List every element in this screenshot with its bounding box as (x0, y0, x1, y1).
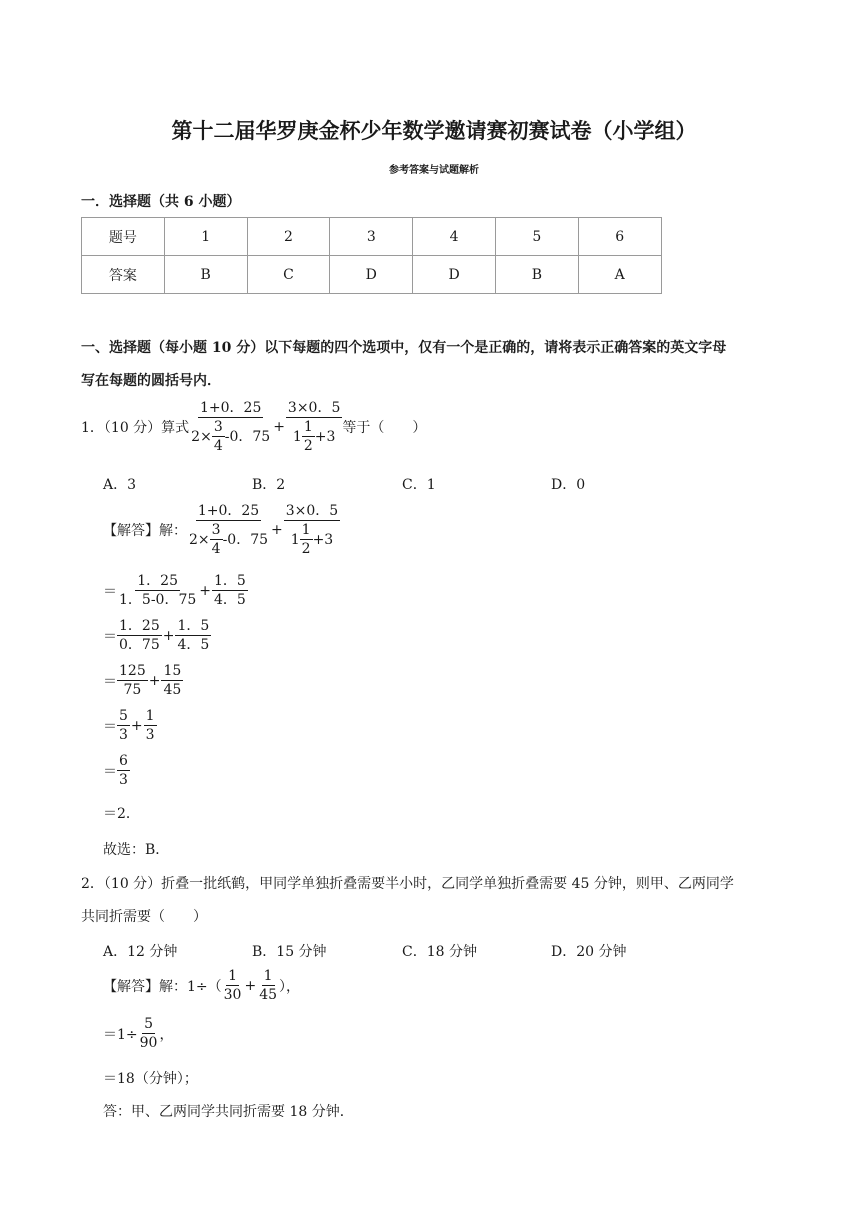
solution-answer: 答：甲、乙两同学共同折需要 18 分钟． (103, 1104, 354, 1120)
numerator: 1．5 (175, 618, 211, 636)
equals-sign: ＝ (103, 763, 117, 780)
fraction (257, 968, 279, 1003)
solution-label: 【解答】解： (103, 523, 187, 540)
numerator: 1．25 (135, 573, 180, 591)
row-label: 答案 (82, 256, 165, 294)
denominator-part: 2× (191, 428, 212, 445)
numerator: 1+0．25 (198, 400, 263, 418)
denominator: 4 (211, 541, 221, 558)
solution-result: ＝2． (103, 806, 140, 822)
solution-step: ＝18（分钟）； (103, 1071, 198, 1087)
solution-step (103, 573, 248, 608)
denominator-part: +3 (312, 531, 334, 548)
denominator: 3 (145, 727, 155, 744)
solution-step (103, 708, 157, 743)
answer-cell: A (578, 256, 661, 294)
denominator-part: -0．75 (224, 428, 271, 445)
denominator-part: 2× (189, 531, 210, 548)
section-instructions-line1: 一、选择题（每小题 10 分）以下每题的四个选项中，仅有一个是正确的，请将表示正确答案的英文字母 (81, 340, 727, 356)
fraction (187, 503, 270, 557)
numerator: 6 (117, 753, 130, 771)
plus-sign: + (244, 977, 257, 994)
numerator: 1 (302, 419, 315, 437)
question-1-stem (81, 400, 426, 454)
solution-1-expression (103, 503, 340, 557)
solution-label: 【解答】解： (103, 978, 187, 995)
section-instructions-line2: 写在每题的圆括号内． (81, 373, 221, 389)
solution-choice: 故选：B． (103, 842, 170, 858)
solution-step (103, 618, 211, 653)
equals-sign: ＝ (103, 718, 117, 735)
plus-sign: + (162, 627, 175, 644)
fraction (300, 522, 313, 557)
fraction (284, 503, 340, 557)
fraction (117, 708, 130, 743)
answer-cell: D (413, 256, 496, 294)
equals-sign: ＝ (103, 673, 117, 690)
plus-sign: + (199, 582, 212, 599)
expression-part: ＝1÷ (103, 1026, 138, 1043)
fraction (117, 573, 198, 608)
denominator-part: +3 (314, 428, 336, 445)
answer-cell: B (164, 256, 247, 294)
answer-table (81, 217, 662, 294)
denominator: 90 (139, 1035, 158, 1052)
numerator: 1 (226, 968, 239, 986)
numerator: 3 (212, 419, 225, 437)
numerator: 15 (161, 663, 183, 681)
section-heading-choice: 一．选择题（共 6 小题） (81, 194, 241, 210)
numerator: 5 (117, 708, 130, 726)
solution-step (103, 753, 130, 788)
expression-part: 1÷（ (187, 978, 222, 995)
answer-cell: C (247, 256, 330, 294)
denominator: 4．5 (214, 592, 246, 609)
denominator-part: 1 (290, 531, 300, 548)
numerator: 125 (117, 663, 148, 681)
numerator: 3×0．5 (286, 400, 342, 418)
solution-step (103, 1016, 173, 1051)
table-row (82, 256, 662, 294)
equals-sign: ＝ (103, 628, 117, 645)
denominator: 45 (259, 987, 278, 1004)
fraction (144, 708, 157, 743)
plus-sign: + (273, 419, 285, 436)
fraction (286, 400, 342, 454)
equals-sign: ＝ (103, 583, 117, 600)
option-a: A．3 (103, 477, 137, 493)
question-1-prefix: 1．（10 分）算式 (81, 420, 190, 437)
option-a: A．12 分钟 (103, 944, 178, 960)
question-number: 6 (578, 218, 661, 256)
expression-part: ， (159, 1026, 174, 1043)
option-c: C．1 (402, 477, 436, 493)
answer-cell: B (495, 256, 578, 294)
numerator: 1．25 (117, 618, 162, 636)
numerator: 1 (144, 708, 157, 726)
plus-sign: + (148, 672, 161, 689)
numerator: 1+0．25 (196, 503, 261, 521)
option-b: B．2 (252, 477, 286, 493)
row-label: 题号 (82, 218, 165, 256)
numerator: 1 (300, 522, 313, 540)
fraction (175, 618, 211, 653)
denominator: 75 (123, 682, 142, 699)
numerator: 1 (262, 968, 275, 986)
fraction (138, 1016, 160, 1051)
fraction (212, 419, 225, 454)
denominator: 3 (119, 772, 128, 789)
denominator-part: -0．75 (222, 531, 269, 548)
question-1-suffix: 等于（ ） (342, 420, 427, 437)
question-number: 2 (247, 218, 330, 256)
fraction (302, 419, 315, 454)
question-number: 4 (413, 218, 496, 256)
question-number: 1 (164, 218, 247, 256)
plus-sign: + (271, 522, 283, 539)
denominator: 45 (163, 682, 182, 699)
fraction (222, 968, 244, 1003)
denominator: 4．5 (177, 637, 210, 654)
denominator-part: 1 (292, 428, 302, 445)
fraction (117, 753, 130, 788)
question-number: 5 (495, 218, 578, 256)
page-title: 第十二届华罗庚金杯少年数学邀请赛初赛试卷（小学组） (171, 118, 697, 143)
option-d: D．0 (551, 477, 586, 493)
fraction (117, 618, 162, 653)
denominator (291, 418, 337, 454)
denominator: 2 (303, 438, 313, 455)
numerator: 3 (210, 522, 223, 540)
table-row (82, 218, 662, 256)
option-d: D．20 分钟 (551, 944, 627, 960)
denominator: 1．5-0．75 (119, 592, 197, 609)
numerator: 3×0．5 (284, 503, 340, 521)
fraction (210, 522, 223, 557)
answer-cell: D (330, 256, 413, 294)
denominator (187, 521, 270, 557)
page-subtitle: 参考答案与试题解析 (389, 165, 479, 176)
denominator: 4 (213, 438, 223, 455)
denominator (189, 418, 272, 454)
question-2-stem-line2: 共同折需要（ ） (81, 909, 207, 925)
denominator (289, 521, 335, 557)
denominator: 3 (119, 727, 128, 744)
fraction (189, 400, 272, 454)
option-c: C．18 分钟 (402, 944, 477, 960)
question-2-stem-line1: 2．（10 分）折叠一批纸鹤，甲同学单独折叠需要半小时，乙同学单独折叠需要 45 分钟，则甲、乙两同学 (81, 876, 734, 892)
solution-step (103, 663, 183, 698)
expression-part: ）， (279, 978, 301, 995)
fraction (117, 663, 148, 698)
option-b: B．15 分钟 (252, 944, 327, 960)
denominator: 2 (301, 541, 311, 558)
question-number: 3 (330, 218, 413, 256)
denominator: 30 (223, 987, 242, 1004)
denominator: 0．75 (119, 637, 160, 654)
fraction (161, 663, 183, 698)
fraction (212, 573, 248, 608)
solution-2-expression (103, 968, 300, 1003)
numerator: 1．5 (212, 573, 248, 591)
plus-sign: + (130, 717, 143, 734)
numerator: 5 (142, 1016, 155, 1034)
